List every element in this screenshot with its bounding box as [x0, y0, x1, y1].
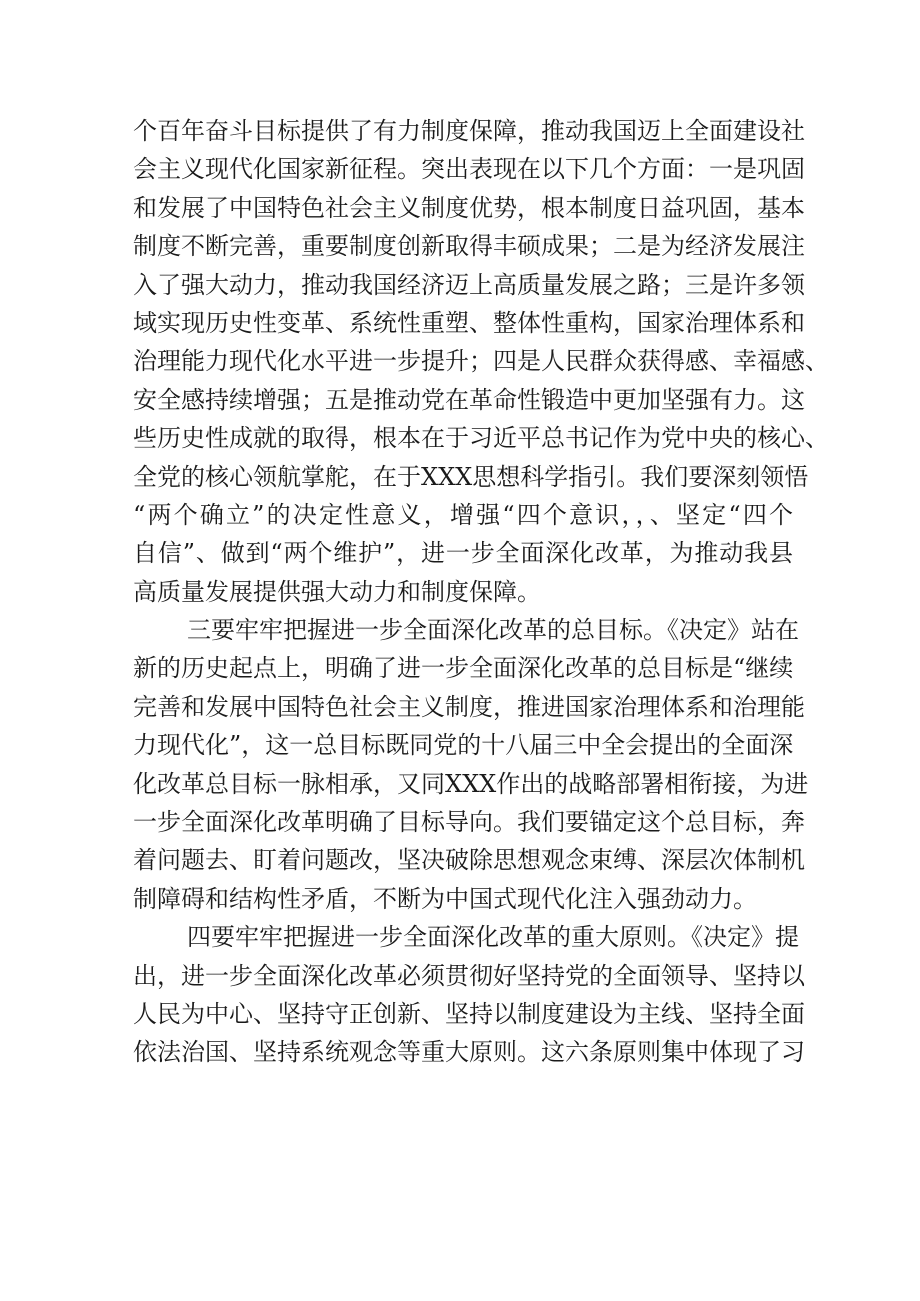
text-line: 治理能力现代化水平进一步提升；四是人民群众获得感、幸福感、 [133, 347, 829, 376]
text-line: 域实现历史性变革、系统性重塑、整体性重构，国家治理体系和 [133, 308, 805, 337]
text-line: 高质量发展提供强大动力和制度保障。 [133, 577, 541, 606]
text-line: 和发展了中国特色社会主义制度优势，根本制度日益巩固，基本 [133, 193, 805, 222]
text-line: 依法治国、坚持系统观念等重大原则。这六条原则集中体现了习 [133, 1038, 805, 1067]
text-line: “两个确立”的决定性意义，增强“四个意识，，、坚定“四个 [133, 500, 793, 529]
text-line: 全党的核心领航掌舵，在于XXX思想科学指引。我们要深刻领悟 [133, 462, 809, 491]
paragraph-2 [133, 611, 809, 918]
text-line: 三要牢牢把握进一步全面深化改革的总目标。《决定》站在 [187, 616, 799, 645]
paragraph-1 [133, 112, 829, 611]
document-body [133, 112, 829, 1072]
text-line: 会主义现代化国家新征程。突出表现在以下几个方面：一是巩固 [133, 155, 805, 184]
text-line: 人民为中心、坚持守正创新、坚持以制度建设为主线、坚持全面 [133, 999, 805, 1028]
text-line: 自信”、做到“两个维护”，进一步全面深化改革，为推动我县 [133, 539, 793, 568]
text-line: 化改革总目标一脉相承，又同XXX作出的战略部署相衔接，为进 [133, 769, 809, 798]
text-line: 些历史性成就的取得，根本在于习近平总书记作为党中央的核心、 [133, 424, 829, 453]
text-line: 出，进一步全面深化改革必须贯彻好坚持党的全面领导、坚持以 [133, 961, 805, 990]
text-line: 完善和发展中国特色社会主义制度，推进国家治理体系和治理能 [133, 692, 805, 721]
text-line: 一步全面深化改革明确了目标导向。我们要锚定这个总目标，奔 [133, 808, 805, 837]
text-line: 力现代化”，这一总目标既同党的十八届三中全会提出的全面深 [133, 731, 794, 760]
text-line: 新的历史起点上，明确了进一步全面深化改革的总目标是“继续 [133, 654, 794, 683]
text-line: 个百年奋斗目标提供了有力制度保障，推动我国迈上全面建设社 [133, 117, 805, 145]
text-line: 四要牢牢把握进一步全面深化改革的重大原则。《决定》提 [187, 923, 799, 952]
text-line: 制障碍和结构性矛盾，不断为中国式现代化注入强劲动力。 [133, 884, 757, 913]
text-line: 着问题去、盯着问题改，坚决破除思想观念束缚、深层次体制机 [133, 846, 805, 875]
text-line: 安全感持续增强；五是推动党在革命性锻造中更加坚强有力。这 [133, 385, 805, 414]
text-line: 入了强大动力，推动我国经济迈上高质量发展之路；三是许多领 [133, 270, 805, 299]
paragraph-3 [133, 918, 805, 1072]
text-line: 制度不断完善，重要制度创新取得丰硕成果；二是为经济发展注 [133, 232, 805, 261]
